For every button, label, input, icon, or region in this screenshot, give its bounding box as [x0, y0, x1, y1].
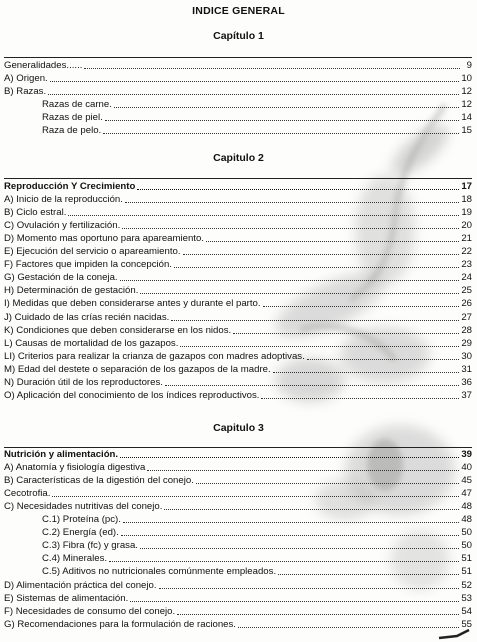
dot-leader — [278, 573, 459, 575]
toc-entry-label: M) Edad del destete o separación de los gazapos de la madre. — [4, 363, 271, 375]
toc-entry-page: 27 — [461, 311, 472, 323]
dot-leader — [238, 626, 459, 628]
toc-entry-label: E) Sistemas de alimentación. — [4, 592, 129, 604]
toc-entry-page: 45 — [461, 475, 472, 487]
dot-leader — [121, 534, 460, 536]
toc-entry-page: 51 — [461, 566, 472, 578]
dot-leader — [273, 371, 460, 373]
dot-leader — [120, 456, 459, 458]
toc-entry[interactable] — [4, 181, 472, 193]
dot-leader — [196, 482, 459, 484]
toc-entry-page: 47 — [461, 488, 472, 500]
toc-entry-label: Cecotrofia. — [4, 488, 51, 500]
dot-leader — [164, 508, 459, 510]
dot-leader — [171, 319, 459, 321]
toc-entry-label: H) Determinación de gestación. — [4, 285, 139, 297]
dot-leader — [263, 305, 460, 307]
toc-entry-page: 55 — [461, 618, 472, 630]
dot-leader — [84, 67, 460, 69]
toc-entry[interactable] — [4, 325, 472, 337]
toc-entry[interactable] — [4, 338, 472, 350]
toc-entry-page: 9 — [466, 60, 472, 71]
toc-entry-label: L) Causas de mortalidad de los gazapos. — [4, 337, 179, 349]
toc-entry-label: C) Ovulación y fertilización. — [4, 220, 121, 232]
toc-entry[interactable] — [4, 259, 472, 271]
chapter-heading: Capitulo 3 — [213, 422, 264, 434]
toc-entry-page: 26 — [461, 298, 472, 310]
toc-entry-page: 54 — [461, 605, 472, 617]
section-rule — [4, 447, 472, 448]
toc-entry-label: K) Condiciones que deben considerarse en los nidos. — [4, 324, 232, 336]
toc-entry-page: 40 — [461, 462, 472, 474]
toc-entry-page: 39 — [461, 449, 472, 460]
toc-entry-label: F) Necesidades de consumo del conejo. — [4, 605, 176, 617]
dot-leader — [105, 119, 460, 121]
toc-entry-page: 18 — [461, 194, 472, 206]
toc-entry[interactable] — [4, 606, 472, 618]
dot-leader — [103, 132, 459, 134]
toc-entry[interactable] — [4, 377, 472, 389]
toc-entry-page: 29 — [461, 337, 472, 349]
dot-leader — [233, 332, 459, 334]
toc-entry-page: 24 — [461, 272, 472, 284]
section-rule — [4, 178, 472, 179]
toc-entry[interactable] — [42, 540, 472, 552]
toc-entry-page: 14 — [461, 112, 472, 124]
dot-leader — [180, 345, 459, 347]
toc-entry-page: 50 — [461, 540, 472, 552]
toc-entry-page: 22 — [461, 246, 472, 258]
toc-entry-page: 36 — [461, 376, 472, 388]
toc-entry-page: 19 — [461, 207, 472, 219]
toc-entry[interactable] — [42, 112, 472, 124]
toc-entry-page: 53 — [461, 592, 472, 604]
toc-entry[interactable] — [4, 298, 472, 310]
toc-entry-label: I) Medidas que deben considerarse antes y durante el parto. — [4, 298, 261, 310]
toc-entry-label: G) Recomendaciones para la formulación de raciones. — [4, 618, 236, 630]
section-rule — [4, 57, 472, 58]
toc-entry[interactable] — [4, 390, 472, 402]
toc-entry-label: F) Factores que impiden la concepción. — [4, 259, 172, 271]
toc-entry-label: Reproducción Y Crecimiento — [4, 181, 136, 192]
toc-entry-label: Generalidades...... — [4, 60, 83, 71]
toc-entry-page: 52 — [461, 579, 472, 591]
toc-entry[interactable] — [4, 194, 472, 206]
toc-entry-page: 28 — [461, 324, 472, 336]
toc-entry-page: 12 — [461, 86, 472, 98]
toc-entry-label: N) Duración útil de los reproductores. — [4, 376, 163, 388]
toc-entry-label: A) Anatomía y fisiología digestiva — [4, 462, 146, 474]
toc-entry-label: J) Cuidado de las crías recién nacidas. — [4, 311, 170, 323]
chapter-heading: Capítulo 1 — [213, 30, 264, 42]
dot-leader — [130, 600, 459, 602]
toc-entry-label: A) Origen. — [4, 73, 48, 85]
toc-entry-label: G) Gestación de la coneja. — [4, 272, 118, 284]
corner-ink-mark — [437, 628, 471, 640]
toc-entry[interactable] — [4, 593, 472, 605]
dot-leader — [140, 547, 459, 549]
toc-entry-label: A) Inicio de la reproducción. — [4, 194, 123, 206]
toc-entry[interactable] — [4, 580, 472, 592]
toc-entry-label: E) Ejecución del servicio o apareamiento. — [4, 246, 181, 258]
toc-entry-label: Razas de carne. — [42, 99, 112, 111]
toc-entry[interactable] — [42, 553, 472, 565]
toc-entry-label: C.3) Fibra (fc) y grasa. — [42, 540, 138, 552]
dot-leader — [114, 106, 459, 108]
toc-entry[interactable] — [4, 207, 472, 219]
toc-entry[interactable] — [4, 462, 472, 474]
dot-leader — [125, 201, 459, 203]
toc-entry-label: B) Ciclo estral. — [4, 207, 67, 219]
toc-entry[interactable] — [4, 488, 472, 500]
chapter-heading: Capitulo 2 — [213, 152, 264, 164]
toc-entry-page: 15 — [461, 125, 472, 137]
toc-entry[interactable] — [4, 272, 472, 284]
toc-entry[interactable] — [4, 619, 472, 631]
toc-entry[interactable] — [4, 351, 472, 363]
toc-entry[interactable] — [42, 514, 472, 526]
toc-entry[interactable] — [42, 125, 472, 137]
page-title: INDICE GENERAL — [192, 5, 285, 17]
toc-entry[interactable] — [4, 246, 472, 258]
dot-leader — [206, 240, 459, 242]
toc-entry-label: Razas de piel. — [42, 112, 103, 124]
toc-entry[interactable] — [42, 99, 472, 111]
toc-entry[interactable] — [4, 73, 472, 85]
toc-entry-page: 50 — [461, 527, 472, 539]
dot-leader — [123, 521, 459, 523]
toc-entry[interactable] — [4, 449, 472, 461]
toc-entry[interactable] — [4, 233, 472, 245]
dot-leader — [48, 93, 459, 95]
toc-entry-label: C.2) Energía (ed). — [42, 527, 119, 539]
toc-entry-label: O) Aplicación del conocimiento de los índices reproductivos. — [4, 389, 260, 401]
dot-leader — [147, 469, 459, 471]
toc-entry-label: D) Alimentación práctica del conejo. — [4, 579, 157, 591]
toc-entry[interactable] — [4, 285, 472, 297]
dot-leader — [122, 227, 459, 229]
toc-entry-label: C.5) Aditivos no nutricionales comúnmente empleados. — [42, 566, 277, 578]
toc-entry-page: 12 — [461, 99, 472, 111]
toc-entry-page: 51 — [461, 553, 472, 565]
dot-leader — [52, 495, 459, 497]
toc-entry[interactable] — [4, 364, 472, 376]
dot-leader — [109, 560, 459, 562]
dot-leader — [68, 214, 459, 216]
dot-leader — [261, 397, 459, 399]
dot-leader — [177, 613, 459, 615]
dot-leader — [120, 279, 460, 281]
toc-entry[interactable] — [42, 527, 472, 539]
toc-entry[interactable] — [4, 86, 472, 98]
toc-entry-page: 48 — [461, 501, 472, 513]
toc-entry[interactable] — [4, 220, 472, 232]
toc-entry-label: B) Características de la digestión del conejo. — [4, 475, 194, 487]
toc-entry-label: C) Necesidades nutritivas del conejo. — [4, 501, 163, 513]
dot-leader — [174, 266, 459, 268]
toc-entry-page: 20 — [461, 220, 472, 232]
dot-leader — [50, 80, 460, 82]
toc-entry-label: C.4) Minerales. — [42, 553, 108, 565]
toc-entry-page: 17 — [461, 181, 472, 192]
dot-leader — [307, 358, 460, 360]
toc-entry-page: 23 — [461, 259, 472, 271]
toc-entry-label: LI) Criterios para realizar la crianza de gazapos con madres adoptivas. — [4, 350, 305, 362]
toc-entry-label: Nutrición y alimentación. — [4, 449, 119, 460]
toc-entry-page: 10 — [461, 73, 472, 85]
toc-entry[interactable] — [4, 60, 472, 72]
toc-entry-label: D) Momento mas oportuno para apareamiento. — [4, 233, 204, 245]
toc-entry-page: 25 — [461, 285, 472, 297]
toc-entry[interactable] — [4, 501, 472, 513]
toc-entry-page: 21 — [461, 233, 472, 245]
toc-entry-label: C.1) Proteína (pc). — [42, 514, 121, 526]
toc-entry-page: 48 — [461, 514, 472, 526]
toc-entry-page: 30 — [461, 350, 472, 362]
dot-leader — [159, 587, 460, 589]
dot-leader — [183, 253, 460, 255]
toc-entry-label: Raza de pelo. — [42, 125, 102, 137]
toc-entry[interactable] — [4, 475, 472, 487]
toc-entry-page: 31 — [461, 363, 472, 375]
dot-leader — [165, 384, 459, 386]
toc-entry[interactable] — [42, 566, 472, 578]
toc-entry-label: B) Razas. — [4, 86, 47, 98]
toc-entry[interactable] — [4, 312, 472, 324]
dot-leader — [140, 292, 459, 294]
toc-entry-page: 37 — [461, 389, 472, 401]
dot-leader — [137, 188, 459, 190]
